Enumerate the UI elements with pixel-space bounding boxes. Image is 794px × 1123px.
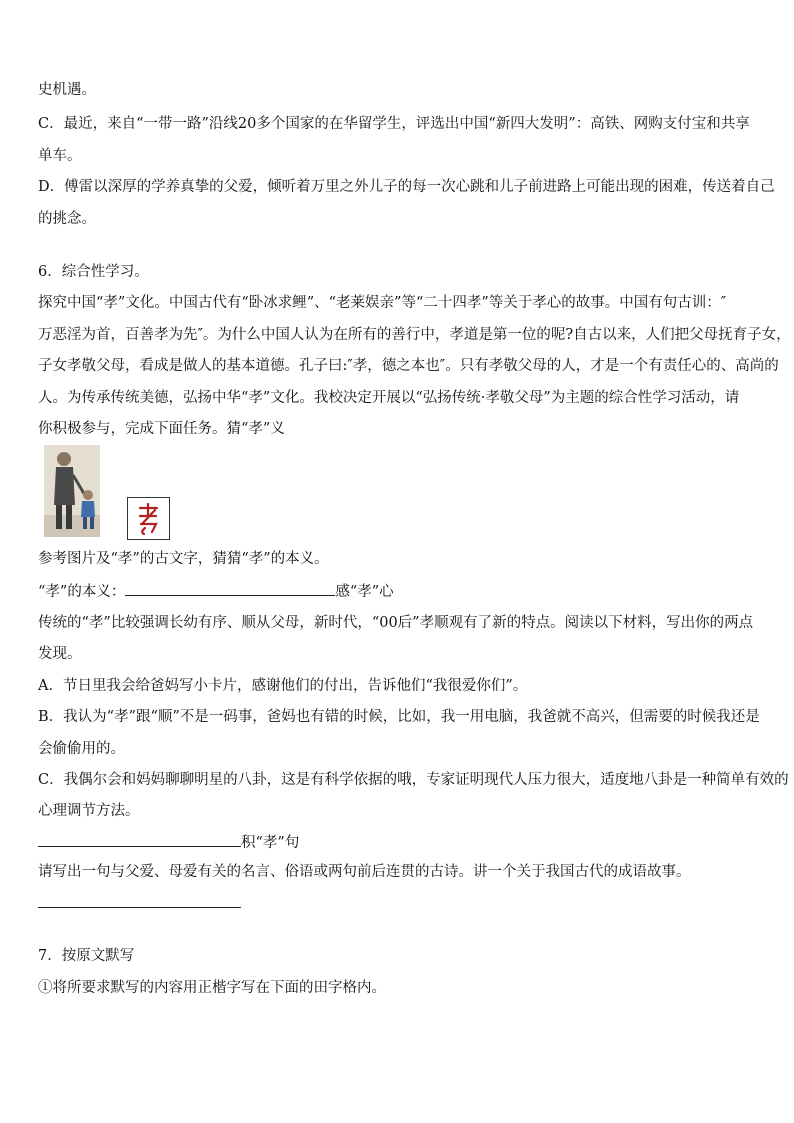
q5-option-c-cont: 单车。 <box>38 148 82 164</box>
ancient-xiao-character-seal <box>127 497 170 540</box>
discovery-answer-blank[interactable] <box>38 832 241 847</box>
q5-option-d: D．傅雷以深厚的学养真挚的父爱，倾听着万里之外儿子的每一次心跳和儿子前进路上可能出现的困难，传送着自己 <box>38 179 775 195</box>
q6-material-c-cont: 心理调节方法。 <box>38 803 140 819</box>
elder-and-child-illustration <box>44 445 100 537</box>
q6-meaning-line <box>38 581 394 602</box>
q6-accumulate-line <box>38 832 299 853</box>
q7-instruction: ①将所要求默写的内容用正楷字写在下面的田字格内。 <box>38 980 386 996</box>
q5-option-c: C．最近，来自“一带一路”沿线20多个国家的在华留学生，评选出中国“新四大发明”：高铁、网购支付宝和共享 <box>38 116 750 132</box>
q6-material-a: A．节日里我会给爸妈写小卡片，感谢他们的付出，告诉他们“我很爱你们”。 <box>38 678 528 694</box>
q6-image-prompt: 参考图片及“孝”的古文字，猜猜“孝”的本义。 <box>38 551 329 567</box>
q6-title: 6．综合性学习。 <box>38 264 149 280</box>
q6-material-b: B．我认为“孝”跟“顺”不是一码事，爸妈也有错的时候，比如，我一用电脑，我爸就不高兴，但需要的时候我还是 <box>38 709 760 725</box>
feel-heading: 感“孝”心 <box>335 584 394 600</box>
meaning-label: “孝”的本义： <box>38 584 126 600</box>
q6-intro-line: 子女孝敬父母，看成是做人的基本道德。孔子曰:″孝，德之本也″。只有孝敬父母的人，才是一个有责任心的、高尚的 <box>38 358 779 374</box>
q6-intro-line: 你积极参与，完成下面任务。猜“孝”义 <box>38 421 285 437</box>
q6-task3: 请写出一句与父爱、母爱有关的名言、俗语或两句前后连贯的古诗。讲一个关于我国古代的成语故事。 <box>38 864 691 880</box>
q6-task2-line: 发现。 <box>38 646 82 662</box>
q6-task2-line: 传统的“孝”比较强调长幼有序、顺从父母，新时代，“00后”孝顺观有了新的特点。阅读以下材料，写出你的两点 <box>38 615 754 631</box>
q5-option-d-cont: 的挑念。 <box>38 211 96 227</box>
meaning-answer-blank[interactable] <box>125 581 335 596</box>
q6-intro-line: 人。为传承传统美德，弘扬中华“孝”文化。我校决定开展以“弘扬传统·孝敬父母”为主题的综合性学习活动，请 <box>38 390 740 406</box>
accumulate-heading: 积“孝”句 <box>241 835 300 851</box>
task3-answer-blank[interactable] <box>38 907 241 908</box>
q7-title: 7．按原文默写 <box>38 948 135 964</box>
q6-intro-line: 探究中国“孝”文化。中国古代有“卧冰求鲤”、“老莱娱亲”等“二十四孝”等关于孝心的故事。中国有句古训：″ <box>38 295 727 311</box>
q6-material-b-cont: 会偷偷用的。 <box>38 741 125 757</box>
q6-material-c: C．我偶尔会和妈妈聊聊明星的八卦，这是有科学依据的哦，专家证明现代人压力很大，适度地八卦是一种简单有效的 <box>38 772 789 788</box>
q5-text-line: 史机遇。 <box>38 82 96 98</box>
q6-intro-line: 万恶淫为首，百善孝为先″。为什么中国人认为在所有的善行中，孝道是第一位的呢?自古以来，人们把父母抚育子女， <box>38 327 791 343</box>
